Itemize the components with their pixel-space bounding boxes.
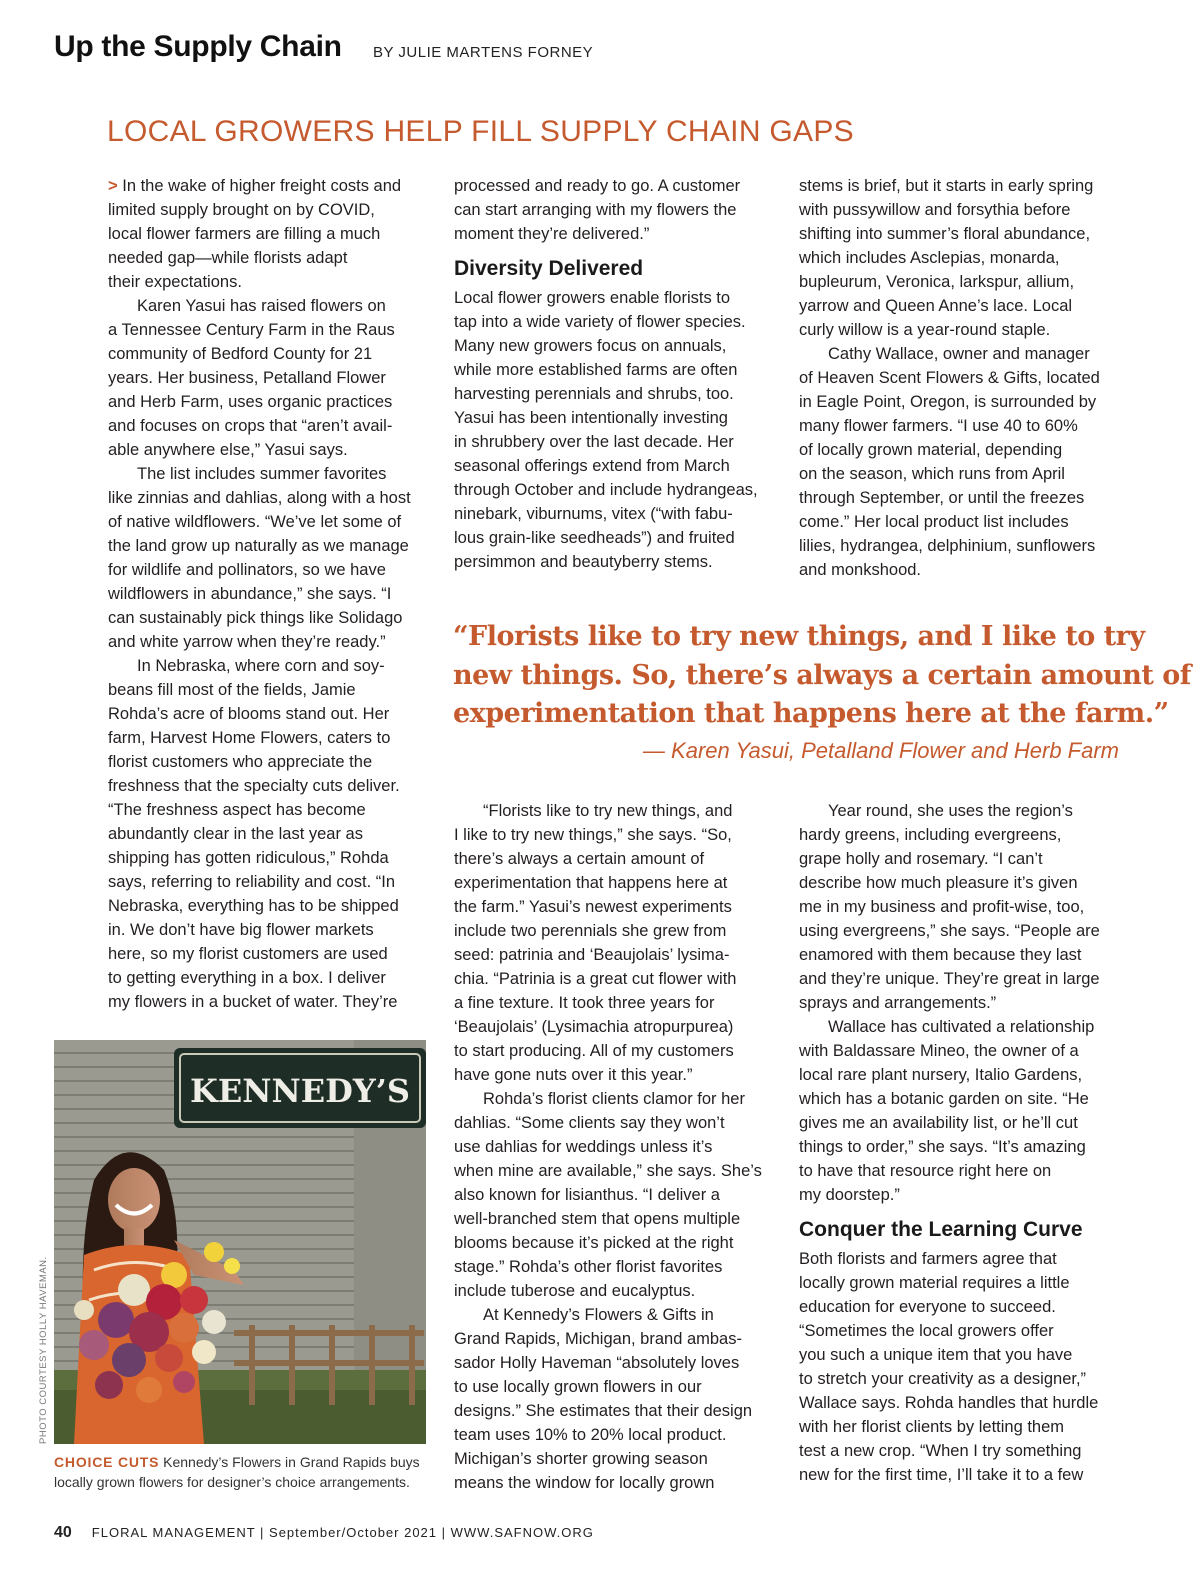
- body-text-line: to getting everything in a box. I deliver: [108, 969, 386, 987]
- body-text-line: you such a unique item that you have: [799, 1346, 1073, 1364]
- article-headline: LOCAL GROWERS HELP FILL SUPPLY CHAIN GAPS: [107, 115, 854, 148]
- column-3-top: [799, 174, 1129, 582]
- body-text-line: [108, 174, 438, 198]
- body-text-line: grape holly and rosemary. “I can’t: [799, 850, 1043, 868]
- column-2-top: [454, 174, 784, 574]
- body-text-line: Wallace has cultivated a relationship: [828, 1018, 1095, 1036]
- body-text-line: here, so my florist customers are used: [108, 945, 388, 963]
- body-text-line: “Florists like to try new things, and: [483, 802, 733, 820]
- body-text-line: ninebark, viburnums, vitex (“with fabu-: [454, 505, 733, 523]
- body-text-line: to use locally grown flowers in our: [454, 1378, 702, 1396]
- body-text-line: and white yarrow when they’re ready.”: [108, 633, 386, 651]
- body-text-line: ‘Beaujolais’ (Lysimachia atropurpurea): [454, 1018, 734, 1036]
- body-text-line: shifting into summer’s floral abundance,: [799, 225, 1091, 243]
- caption-text-line-2: locally grown flowers for designer’s choice arrangements.: [54, 1474, 410, 1490]
- body-text-line: my doorstep.”: [799, 1186, 900, 1204]
- body-text-line: include two perennials she grew from: [454, 922, 727, 940]
- body-text-line: in shrubbery over the last decade. Her: [454, 433, 734, 451]
- body-text-line: local flower farmers are filling a much: [108, 225, 381, 243]
- body-text-line: I like to try new things,” she says. “So,: [454, 826, 732, 844]
- body-text-line: beans fill most of the fields, Jamie: [108, 681, 356, 699]
- body-text-line: things to order,” she says. “It’s amazing: [799, 1138, 1086, 1156]
- page-footer: [54, 1524, 594, 1542]
- body-text-line: Michigan’s shorter growing season: [454, 1450, 708, 1468]
- subheading: Diversity Delivered: [454, 257, 644, 280]
- body-text-line: stems is brief, but it starts in early spring: [799, 177, 1094, 195]
- body-text-line: the land grow up naturally as we manage: [108, 537, 409, 555]
- body-text-line: The list includes summer favorites: [137, 465, 387, 483]
- body-text-line: with Baldassare Mineo, the owner of a: [799, 1042, 1079, 1060]
- body-text-line: says, referring to reliability and cost. “In: [108, 873, 396, 891]
- body-text-line: persimmon and beautyberry stems.: [454, 553, 713, 571]
- body-text-line: Wallace says. Rohda handles that hurdle: [799, 1394, 1099, 1412]
- body-text-line: experimentation that happens here at: [454, 874, 728, 892]
- body-text-line: Rohda’s acre of blooms stand out. Her: [108, 705, 390, 723]
- body-text-line: Both florists and farmers agree that: [799, 1250, 1057, 1268]
- body-text-line: seed: patrinia and ‘Beaujolais’ lysima-: [454, 946, 730, 964]
- body-text-line: Rohda’s florist clients clamor for her: [483, 1090, 745, 1108]
- section-title: Up the Supply Chain: [54, 30, 342, 63]
- body-text-line: using evergreens,” she says. “People are: [799, 922, 1100, 940]
- body-text-line: well-branched stem that opens multiple: [454, 1210, 741, 1228]
- body-text-line: with pussywillow and forsythia before: [799, 201, 1071, 219]
- body-text-line: able anywhere else,” Yasui says.: [108, 441, 348, 459]
- body-text-line: moment they’re delivered.”: [454, 225, 650, 243]
- pull-quote: [453, 618, 1191, 734]
- lead-text: In the wake of higher freight costs and: [122, 177, 402, 195]
- pull-quote-line: experimentation that happens here at the farm.”: [453, 698, 1169, 729]
- body-text-line: and Herb Farm, uses organic practices: [108, 393, 393, 411]
- body-text-line: processed and ready to go. A customer: [454, 177, 741, 195]
- body-text-line: for wildlife and pollinators, so we have: [108, 561, 386, 579]
- body-text-line: and focuses on crops that “aren’t avail-: [108, 417, 393, 435]
- body-text-line: new for the first time, I’ll take it to a few: [799, 1466, 1084, 1484]
- body-text-line: bupleurum, Veronica, larkspur, allium,: [799, 273, 1075, 291]
- body-text-line: Local flower growers enable florists to: [454, 289, 731, 307]
- body-text-line: in Eagle Point, Oregon, is surrounded by: [799, 393, 1097, 411]
- body-text-line: stage.” Rohda’s other florist favorites: [454, 1258, 723, 1276]
- body-text-line: in. We don’t have big flower markets: [108, 921, 374, 939]
- body-text-line: like zinnias and dahlias, along with a host: [108, 489, 411, 507]
- body-text-line: lous grain-like seedheads”) and fruited: [454, 529, 735, 547]
- body-text-line: abundantly clear in the last year as: [108, 825, 363, 843]
- body-text-line: Grand Rapids, Michigan, brand ambas-: [454, 1330, 742, 1348]
- body-text-line: needed gap—while florists adapt: [108, 249, 348, 267]
- body-text-line: and monkshood.: [799, 561, 922, 579]
- body-text-line: curly willow is a year-round staple.: [799, 321, 1051, 339]
- body-text-line: to start producing. All of my customers: [454, 1042, 734, 1060]
- body-text-line: Cathy Wallace, owner and manager: [828, 345, 1090, 363]
- body-text-line: limited supply brought on by COVID,: [108, 201, 375, 219]
- body-text-line: team uses 10% to 20% local product.: [454, 1426, 727, 1444]
- body-text-line: sprays and arrangements.”: [799, 994, 997, 1012]
- body-text-line: many flower farmers. “I use 40 to 60%: [799, 417, 1078, 435]
- pull-quote-line: “Florists like to try new things, and I like to try: [453, 621, 1145, 652]
- body-text-line: describe how much pleasure it’s given: [799, 874, 1078, 892]
- caption-text-line-1: Kennedy’s Flowers in Grand Rapids buys: [163, 1454, 420, 1470]
- body-text-line: a fine texture. It took three years for: [454, 994, 715, 1012]
- page-number: 40: [54, 1524, 72, 1541]
- body-text-line: florist customers who appreciate the: [108, 753, 373, 771]
- body-text-line: farm, Harvest Home Flowers, caters to: [108, 729, 391, 747]
- body-text-line: their expectations.: [108, 273, 242, 291]
- body-text-line: wildflowers in abundance,” she says. “I: [108, 585, 392, 603]
- body-text-line: lilies, hydrangea, delphinium, sunflowers: [799, 537, 1096, 555]
- body-text-line: means the window for locally grown: [454, 1474, 715, 1492]
- body-text-line: seasonal offerings extend from March: [454, 457, 730, 475]
- body-text-line: Nebraska, everything has to be shipped: [108, 897, 399, 915]
- body-text-line: me in my business and profit-wise, too,: [799, 898, 1085, 916]
- body-text-line: freshness that the specialty cuts deliver.: [108, 777, 400, 795]
- body-text-line: enamored with them because they last: [799, 946, 1082, 964]
- body-text-line: shipping has gotten ridiculous,” Rohda: [108, 849, 389, 867]
- body-text-line: gives me an availability list, or he’ll cut: [799, 1114, 1078, 1132]
- body-text-line: of locally grown material, depending: [799, 441, 1063, 459]
- body-text-line: there’s always a certain amount of: [454, 850, 705, 868]
- body-text-line: and they’re unique. They’re great in large: [799, 970, 1100, 988]
- subheading: Conquer the Learning Curve: [799, 1218, 1083, 1241]
- body-text-line: harvesting perennials and shrubs, too.: [454, 385, 734, 403]
- photo-illustration: [54, 1040, 426, 1444]
- body-text-line: which has a botanic garden on site. “He: [799, 1090, 1089, 1108]
- body-text-line: dahlias. “Some clients say they won’t: [454, 1114, 725, 1132]
- body-text-line: through September, or until the freezes: [799, 489, 1085, 507]
- body-text-line: local rare plant nursery, Italio Gardens,: [799, 1066, 1083, 1084]
- body-text-line: can start arranging with my flowers the: [454, 201, 737, 219]
- body-text-line: At Kennedy’s Flowers & Gifts in: [483, 1306, 714, 1324]
- body-text-line: yarrow and Queen Anne’s lace. Local: [799, 297, 1073, 315]
- body-text-line: sador Holly Haveman “absolutely loves: [454, 1354, 740, 1372]
- body-text-line: tap into a wide variety of flower species.: [454, 313, 746, 331]
- pull-quote-line: new things. So, there’s always a certain amount of: [453, 659, 1191, 691]
- body-text-line: have gone nuts over it this year.”: [454, 1066, 693, 1084]
- body-text-line: which includes Asclepias, monarda,: [799, 249, 1060, 267]
- body-text-line: locally grown material requires a little: [799, 1274, 1070, 1292]
- body-text-line: of Heaven Scent Flowers & Gifts, located: [799, 369, 1100, 387]
- caption-label: CHOICE CUTS: [54, 1454, 160, 1470]
- body-text-line: In Nebraska, where corn and soy-: [137, 657, 385, 675]
- body-text-line: “Sometimes the local growers offer: [799, 1322, 1054, 1340]
- body-text-line: designs.” She estimates that their design: [454, 1402, 753, 1420]
- photo-kennedys-florist: [54, 1040, 426, 1444]
- body-text-line: community of Bedford County for 21: [108, 345, 373, 363]
- photo-caption: [54, 1452, 434, 1492]
- body-text-line: the farm.” Yasui’s newest experiments: [454, 898, 732, 916]
- body-text-line: Year round, she uses the region’s: [828, 802, 1073, 820]
- body-text-line: through October and include hydrangeas,: [454, 481, 758, 499]
- body-text-line: with her florist clients by letting them: [799, 1418, 1065, 1436]
- body-text-line: when mine are available,” she says. She’s: [454, 1162, 762, 1180]
- body-text-line: Many new growers focus on annuals,: [454, 337, 727, 355]
- body-text-line: to have that resource right here on: [799, 1162, 1052, 1180]
- column-2-bottom: [454, 799, 784, 1495]
- body-text-line: Karen Yasui has raised flowers on: [137, 297, 386, 315]
- body-text-line: “The freshness aspect has become: [108, 801, 366, 819]
- pull-quote-attribution: — Karen Yasui, Petalland Flower and Herb Farm: [642, 738, 1119, 763]
- column-3-bottom: [799, 799, 1129, 1487]
- body-text-line: hardy greens, including evergreens,: [799, 826, 1062, 844]
- lead-arrow-icon: >: [108, 177, 123, 195]
- body-text-line: to stretch your creativity as a designer,”: [799, 1370, 1087, 1388]
- body-text-line: of native wildflowers. “We’ve let some of: [108, 513, 402, 531]
- body-text-line: while more established farms are often: [454, 361, 738, 379]
- body-text-line: include tuberose and eucalyptus.: [454, 1282, 696, 1300]
- body-text-line: come.” Her local product list includes: [799, 513, 1069, 531]
- body-text-line: education for everyone to succeed.: [799, 1298, 1056, 1316]
- body-text-line: chia. “Patrinia is a great cut flower with: [454, 970, 737, 988]
- sign-text: KENNEDY’S: [190, 1072, 410, 1110]
- footer-publication: FLORAL MANAGEMENT | September/October 2021 | WWW.SAFNOW.ORG: [91, 1525, 594, 1540]
- body-text-line: can sustainably pick things like Solidago: [108, 609, 403, 627]
- body-text-line: my flowers in a bucket of water. They’re: [108, 993, 398, 1011]
- body-text-line: test a new crop. “When I try something: [799, 1442, 1082, 1460]
- body-text-line: Yasui has been intentionally investing: [454, 409, 728, 427]
- body-text-line: a Tennessee Century Farm in the Raus: [108, 321, 395, 339]
- byline: BY JULIE MARTENS FORNEY: [373, 44, 594, 61]
- body-text-line: blooms because it’s picked at the right: [454, 1234, 734, 1252]
- body-text-line: on the season, which runs from April: [799, 465, 1065, 483]
- column-1: [108, 174, 438, 1014]
- photo-credit: PHOTO COURTESY HOLLY HAVEMAN.: [38, 1256, 49, 1444]
- body-text-line: use dahlias for weddings unless it’s: [454, 1138, 713, 1156]
- body-text-line: years. Her business, Petalland Flower: [108, 369, 386, 387]
- body-text-line: also known for lisianthus. “I deliver a: [454, 1186, 720, 1204]
